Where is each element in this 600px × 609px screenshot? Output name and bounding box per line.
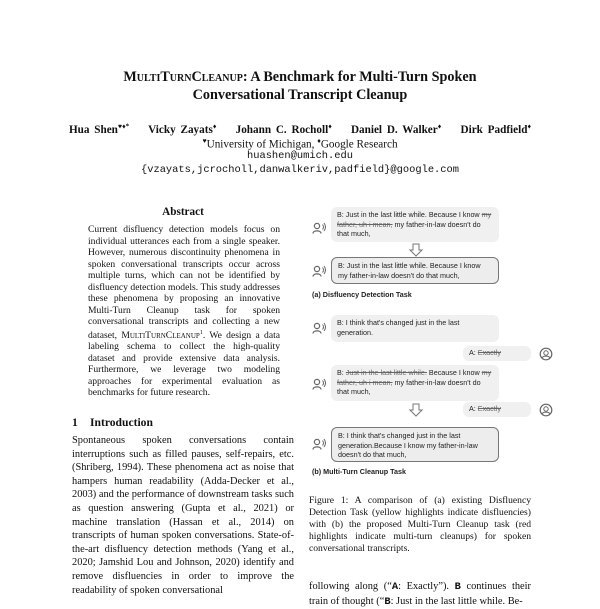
speaker-label: B [384,595,391,608]
speaker-a-icon [539,403,553,417]
speaker-b-icon [312,437,326,451]
author-marks: ♦ [212,122,217,130]
author-marks: ♦ [437,122,442,130]
affil-mark: ♥ [202,137,207,145]
email-umich: huashen@umich.edu [246,150,353,162]
speaker-label: A [391,581,399,593]
abstract-text-part: . We design a data labeling schema to collect the high-quality dataset and provide extensive data analysis. Furthermore, we leverage two modeling approaches for experimental evaluation as benchmarks for future research. [88,329,280,399]
author-name: Johann C. Rocholl [235,123,329,136]
affiliation-google: Google Research [320,138,398,151]
section-heading-introduction [72,416,153,429]
abstract-text-part: Current disfluency detection models focus on individual utterances each from a single speaker. However, numerous discontinuity phenomena in spoken conversational transcripts occur across multiple turns, which can not be identified by disfluency detection models. This study addresses these phenomena by proposing an innovative Multi-Turn Cleanup task for spoken conversational transcripts and collecting a new dataset, [88,224,280,341]
cleanup-strike: Just in the last little while. [345,368,427,377]
figure-b-label: (b) Multi-Turn Cleanup Task [312,467,406,476]
bubble-text: my father-in-law doesn't do that much, [337,219,481,239]
author-name: Daniel D. Walker [350,123,438,136]
title-line-1-rest: : A Benchmark for Multi-Turn Spoken [242,69,477,85]
author-name: Hua Shen [68,123,118,136]
body-text: : Just in the last little while. Be- [390,595,523,607]
speaker-label: B: [337,368,346,377]
bubble-b-disfluent [331,207,499,242]
disfluency-strike: my father, uh i mean, [337,368,492,387]
author-name: Vicky Zayats [148,123,213,136]
bubble-a-turn-2 [463,402,531,417]
speaker-label: A: [469,404,478,413]
email-google: {vzayats,jcrocholl,danwalkeriv,padfield}@google.com [140,164,459,176]
abstract-body [88,224,280,399]
title-line-1 [0,68,600,86]
footnote-marker: 1 [199,329,203,336]
bubble-b-turn-2 [331,365,499,401]
bubble-text: Because I know [426,368,482,377]
body-text: following along (“ [309,581,392,592]
paper-title [0,68,600,104]
speaker-a-icon [539,347,553,361]
abstract-dataset-name: MultiTurnCleanup [121,329,200,341]
section-title: Introduction [90,416,153,429]
author-name: Dirk Padfield [460,123,528,136]
down-arrow-icon [409,243,423,257]
speaker-label: B: [337,210,344,219]
bubble-text: Just in the last little while. Because I know [343,210,482,219]
disfluency-strike: my father, uh i mean, [337,210,492,229]
author-marks: ♦ [328,122,332,130]
bubble-text: my father-in-law doesn't do that much, [337,377,481,397]
bubble-b-cleaned: B: Just in the last little while. Because I know my father-in-law doesn't do that much, [331,257,499,284]
speaker-label: A: [469,348,478,357]
speaker-b-icon [312,264,326,278]
title-dataset-name: MultiTurnCleanup [123,69,243,85]
speaker-label: B [454,581,461,593]
body-text: : Exactly”). [398,581,455,592]
affil-mark: ♦ [317,137,321,145]
speaker-b-icon [312,321,326,335]
bubble-b-turn-1: B: I think that's changed just in the last generation. [331,315,499,342]
figure-caption: Figure 1: A comparison of (a) existing Disfluency Detection Task (yellow highlights indicate disfluencies) with (b) the proposed Multi-Turn Cleanup task (red highlights indicate multi-turn cleanups) for spoken conversational transcripts. [309,495,531,554]
body-text: continues their train of thought (“ [309,581,531,607]
introduction-body: Spontaneous spoken conversations contain interruptions such as filled pauses, self-repairs, etc. (Shriberg, 1994). These phenomena act as noise that hampers human readability (Adda-Decker et al., 2003) and the performance of downstream tasks such as question answering (Gupta et al., 2021) or machine translation (Hassan et al., 2014) on transcripts of human spoken conversations. State-of-the-art disfluency detection methods (Yang et al., 2020; Jamshid Lou and Johnson, 2020) identify and remove disfluencies in order to improve the readability of spoken conversational [72,435,294,596]
right-column-body [309,580,531,609]
cleanup-strike: Exactly [477,404,501,413]
author-marks: ♥♦* [117,122,130,130]
speaker-b-icon [312,221,326,235]
title-line-2: Conversational Transcript Cleanup [192,87,408,103]
bubble-a-turn-1 [463,346,531,361]
section-number: 1 [72,416,78,429]
speaker-b-icon [312,377,326,391]
affiliation-michigan: University of Michigan, [206,138,318,151]
down-arrow-icon [409,403,423,417]
author-marks: ♦ [527,122,532,130]
figure-a-label: (a) Disfluency Detection Task [312,290,412,299]
cleanup-strike: Exactly [477,348,501,357]
bubble-b-cleaned: B: I think that's changed just in the last generation.Because I know my father-in-law doesn't do that much, [331,427,499,462]
abstract-heading: Abstract [162,206,204,218]
